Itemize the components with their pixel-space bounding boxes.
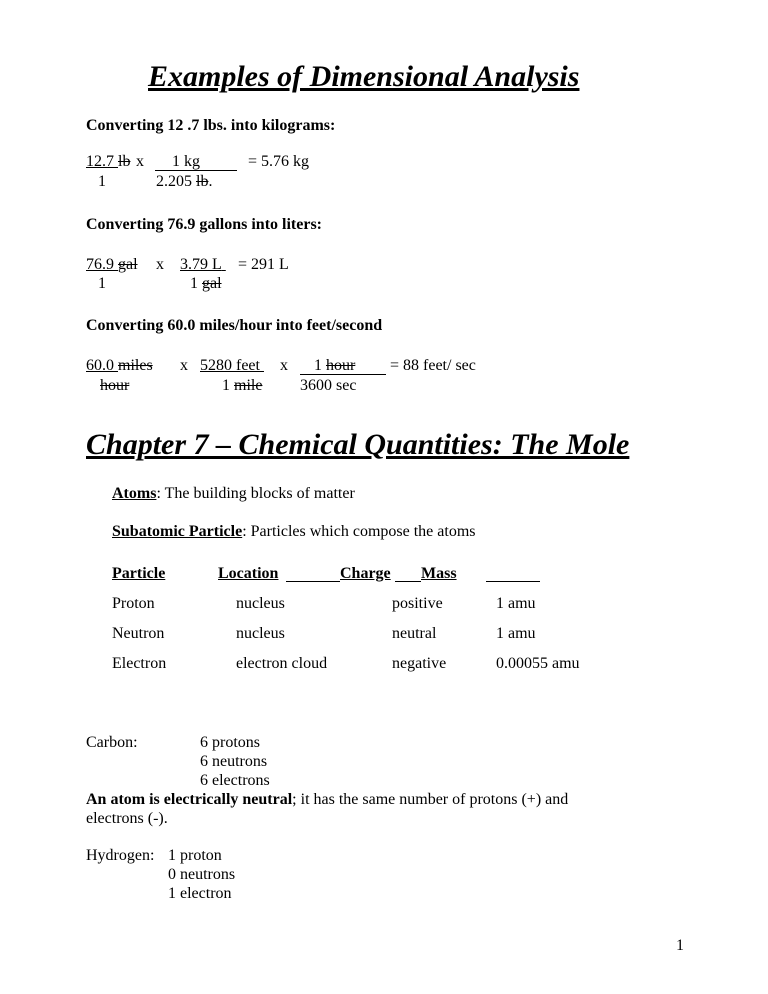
- carbon-label: Carbon:: [86, 734, 138, 751]
- table-cell: negative: [392, 655, 447, 672]
- hydrogen-line: 1 electron: [168, 885, 232, 902]
- table-cell: nucleus: [236, 625, 285, 642]
- table-cell: 1 amu: [496, 595, 536, 612]
- carbon-line: 6 electrons: [200, 772, 270, 789]
- conversion-2-result: = 291 L: [238, 256, 289, 273]
- table-cell: neutral: [392, 625, 437, 642]
- table-cell: Electron: [112, 655, 167, 672]
- conversion-3-times-1: x: [180, 357, 188, 374]
- table-header-underline: [395, 581, 421, 582]
- neutral-statement: An atom is electrically neutral; it has the same number of protons (+) and: [86, 791, 569, 808]
- hydrogen-line: 1 proton: [168, 847, 222, 864]
- conversion-3-factor-2-denominator: 3600 sec: [300, 377, 357, 394]
- hydrogen-label: Hydrogen:: [86, 847, 155, 864]
- table-cell: nucleus: [236, 595, 285, 612]
- conversion-2-given: 76.9 gal: [86, 256, 138, 273]
- table-header-particle: Particle: [112, 565, 166, 582]
- definition-atoms: Atoms: The building blocks of matter: [112, 485, 355, 502]
- conversion-1-given: 12.7 lb: [86, 153, 131, 170]
- hydrogen-line: 0 neutrons: [168, 866, 236, 883]
- table-cell: 1 amu: [496, 625, 536, 642]
- conversion-3-fraction-bar: [300, 374, 386, 375]
- carbon-line: 6 neutrons: [200, 753, 268, 770]
- carbon-line: 6 protons: [200, 734, 260, 751]
- conversion-3-times-2: x: [280, 357, 288, 374]
- conversion-1-times: x: [136, 153, 144, 170]
- conversion-3-factor-1-denominator: 1 mile: [222, 377, 263, 394]
- conversion-1-given-denominator: 1: [98, 173, 106, 190]
- conversion-2-given-denominator: 1: [98, 275, 106, 292]
- table-header-location: Location: [218, 565, 279, 582]
- table-header-charge: Charge: [340, 565, 391, 582]
- conversion-3-heading: Converting 60.0 miles/hour into feet/second: [86, 317, 383, 334]
- table-cell: Proton: [112, 595, 155, 612]
- conversion-1-heading: Converting 12 .7 lbs. into kilograms:: [86, 117, 336, 134]
- page-title: Examples of Dimensional Analysis: [148, 60, 580, 93]
- conversion-2-factor-denominator: 1 gal: [190, 275, 222, 292]
- conversion-3-given: 60.0 miles: [86, 357, 153, 374]
- neutral-statement-continued: electrons (-).: [86, 810, 168, 827]
- table-header-underline: [486, 581, 540, 582]
- page-number: 1: [676, 937, 684, 954]
- table-cell: positive: [392, 595, 443, 612]
- definition-subatomic-particle: Subatomic Particle: Particles which compose the atoms: [112, 523, 476, 540]
- table-cell: 0.00055 amu: [496, 655, 580, 672]
- conversion-3-factor-2-numerator: 1 hour: [314, 357, 356, 374]
- conversion-1-factor-numerator: 1 kg: [172, 153, 200, 170]
- conversion-2-times: x: [156, 256, 164, 273]
- conversion-1-result: = 5.76 kg: [248, 153, 310, 170]
- table-cell: Neutron: [112, 625, 165, 642]
- conversion-1-fraction-bar: [155, 170, 237, 171]
- chapter-title: Chapter 7 – Chemical Quantities: The Mole: [86, 428, 630, 461]
- table-header-mass: Mass: [421, 565, 457, 582]
- table-cell: electron cloud: [236, 655, 328, 672]
- conversion-3-result: = 88 feet/ sec: [390, 357, 476, 374]
- conversion-3-given-denominator: hour: [100, 377, 130, 394]
- table-header-underline: [286, 581, 340, 582]
- conversion-2-heading: Converting 76.9 gallons into liters:: [86, 216, 322, 233]
- conversion-1-factor-denominator: 2.205 lb.: [156, 173, 213, 190]
- conversion-2-factor-numerator: 3.79 L: [180, 256, 222, 273]
- conversion-3-factor-1-numerator: 5280 feet: [200, 357, 260, 374]
